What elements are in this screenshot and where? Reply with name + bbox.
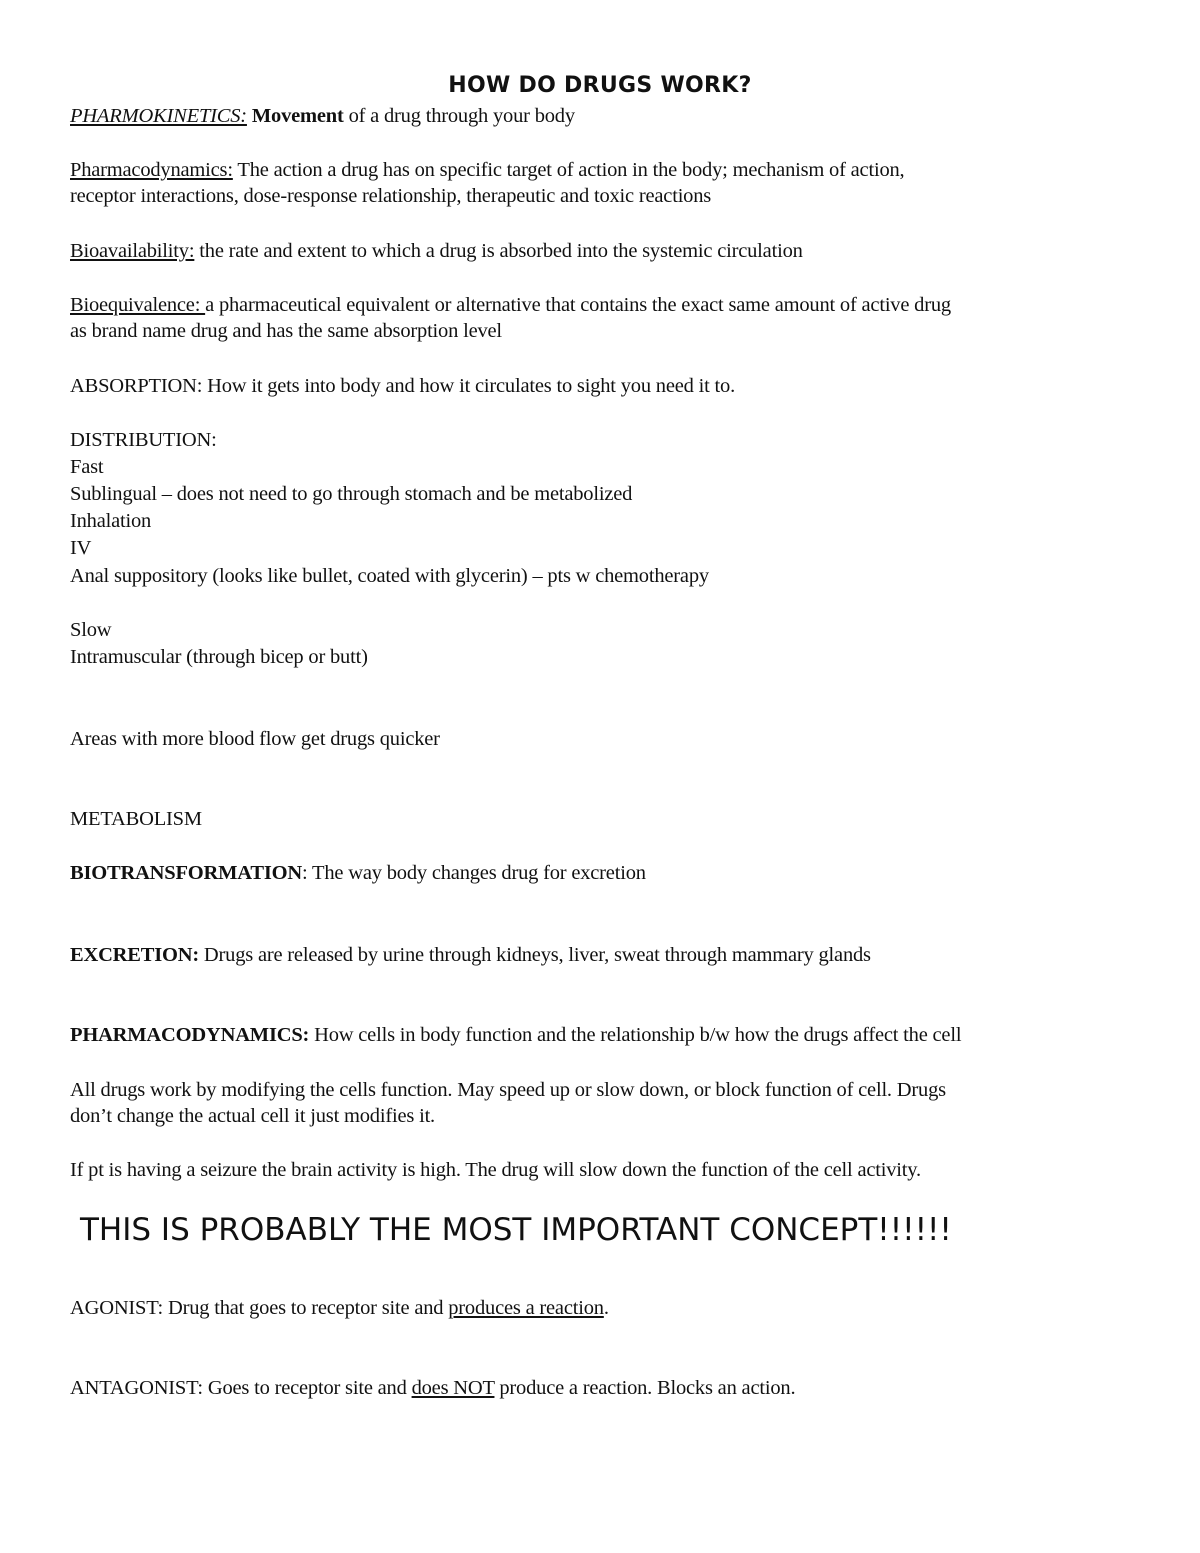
- bioequivalence-term: Bioequivalence:: [70, 294, 206, 316]
- agonist-post: .: [603, 1297, 609, 1319]
- biotransformation-term: BIOTRANSFORMATION: [70, 862, 302, 884]
- biotransformation-line: [70, 860, 646, 886]
- pharmacodynamics-def-text-1: The action a drug has on specific target of action in the body; mechanism of action,: [232, 159, 905, 181]
- distribution-anal: Anal suppository (looks like bullet, coated with glycerin) – pts w chemotherapy: [70, 565, 709, 587]
- antagonist-underlined: does NOT: [411, 1377, 495, 1399]
- bioavailability-term: Bioavailability:: [70, 240, 195, 262]
- distribution-slow: Slow: [70, 619, 112, 641]
- agonist-line: [70, 1295, 609, 1321]
- distribution-sublingual: Sublingual – does not need to go through stomach and be metabolized: [70, 483, 633, 505]
- important-concept-banner: THIS IS PROBABLY THE MOST IMPORTANT CONCEPT!!!!!!: [80, 1212, 952, 1248]
- bioavailability-text: the rate and extent to which a drug is absorbed into the systemic circulation: [194, 240, 803, 262]
- bioavailability-line: [70, 238, 803, 264]
- excretion-term: EXCRETION:: [70, 944, 199, 966]
- agonist-underlined: produces a reaction: [448, 1297, 604, 1319]
- blood-flow-line: Areas with more blood flow get drugs quicker: [70, 728, 440, 750]
- excretion-line: [70, 942, 871, 968]
- antagonist-line: [70, 1375, 795, 1401]
- bioequivalence-text-1: a pharmaceutical equivalent or alternative that contains the exact same amount of active drug: [205, 294, 951, 316]
- distribution-heading: DISTRIBUTION:: [70, 429, 217, 451]
- all-drugs-line-1: All drugs work by modifying the cells function. May speed up or slow down, or block function of cell. Drugs: [70, 1079, 946, 1101]
- document-title: HOW DO DRUGS WORK?: [448, 73, 752, 98]
- pharmokinetics-bold: Movement: [251, 105, 344, 127]
- bioequivalence-line-2: as brand name drug and has the same absorption level: [70, 320, 502, 342]
- antagonist-post: produce a reaction. Blocks an action.: [494, 1377, 796, 1399]
- absorption-line: ABSORPTION: How it gets into body and how it circulates to sight you need it to.: [70, 375, 736, 397]
- biotransformation-text: : The way body changes drug for excretion: [302, 862, 646, 884]
- agonist-pre: AGONIST: Drug that goes to receptor site and: [70, 1297, 449, 1319]
- pharmacodynamics-def-line-2: receptor interactions, dose-response relationship, therapeutic and toxic reactions: [70, 185, 712, 207]
- distribution-iv: IV: [70, 537, 92, 559]
- pharmokinetics-text: of a drug through your body: [343, 105, 575, 127]
- bioequivalence-line-1: [70, 292, 951, 318]
- pharmacodynamics-line: [70, 1022, 961, 1048]
- pharmacodynamics-def-term: Pharmacodynamics:: [70, 159, 233, 181]
- pharmokinetics-term: PHARMOKINETICS:: [70, 105, 247, 127]
- pharmacodynamics-term: PHARMACODYNAMICS:: [70, 1024, 310, 1046]
- excretion-text: Drugs are released by urine through kidneys, liver, sweat through mammary glands: [199, 944, 871, 966]
- pharmokinetics-line: [70, 103, 575, 129]
- antagonist-pre: ANTAGONIST: Goes to receptor site and: [70, 1377, 412, 1399]
- distribution-intramuscular: Intramuscular (through bicep or butt): [70, 646, 368, 668]
- pharmacodynamics-text: How cells in body function and the relationship b/w how the drugs affect the cell: [309, 1024, 962, 1046]
- distribution-inhalation: Inhalation: [70, 510, 152, 532]
- metabolism-heading: METABOLISM: [70, 808, 202, 830]
- distribution-fast: Fast: [70, 456, 104, 478]
- pharmacodynamics-def-line-1: [70, 157, 904, 183]
- seizure-line: If pt is having a seizure the brain activity is high. The drug will slow down the function of the cell activity.: [70, 1159, 921, 1181]
- all-drugs-line-2: don’t change the actual cell it just modifies it.: [70, 1105, 435, 1127]
